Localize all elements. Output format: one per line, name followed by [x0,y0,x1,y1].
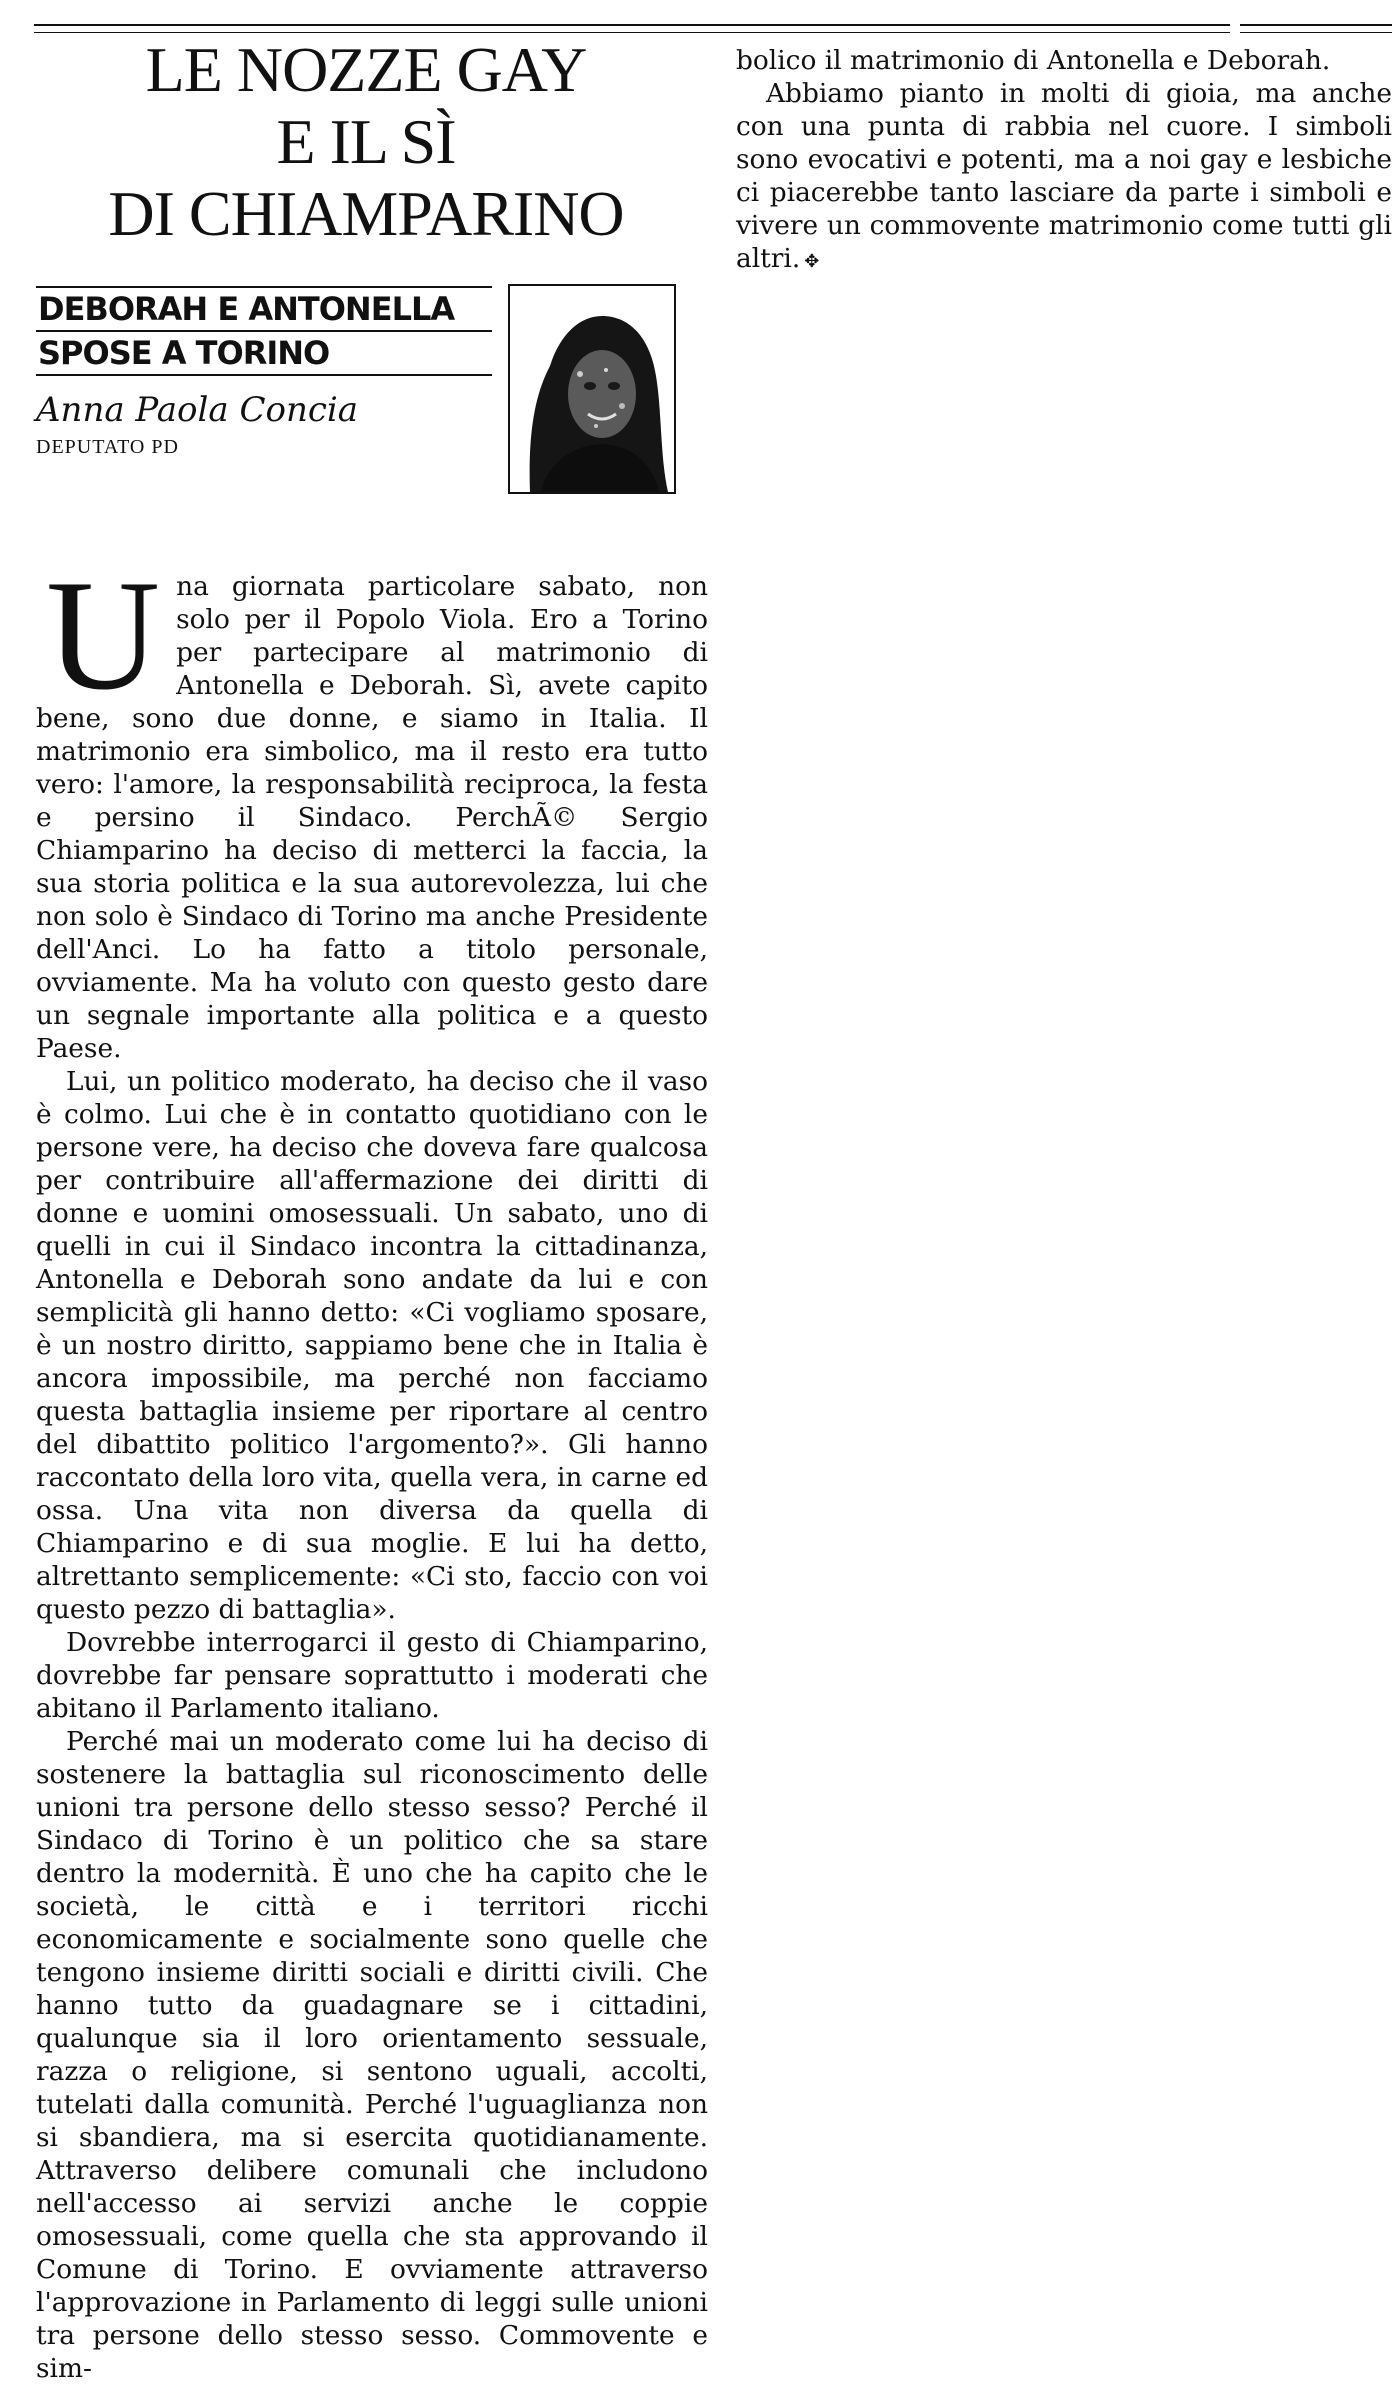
author-photo [508,284,676,494]
headline-line-3: DI CHIAMPARINO [108,178,624,249]
headline [36,34,696,250]
drop-cap: U [46,548,161,723]
kicker [36,286,492,376]
top-rule-right-thin [1240,32,1392,33]
continuation-line: bolico il matrimonio di Antonella e Deborah. [736,45,1331,76]
author-role: DEPUTATO PD [36,436,179,458]
top-rule-left-thin [34,32,1230,33]
headline-line-1: LE NOZZE GAY [145,34,587,105]
article-body [36,548,708,2385]
article-continuation [736,44,1392,278]
author-name: Anna Paola Concia [36,390,359,430]
headline-line-2: E IL SÌ [276,106,456,177]
paragraph-1 [36,548,708,1065]
closing-paragraph-text: Abbiamo pianto in molti di gioia, ma anche con una punta di rabbia nel cuore. I simboli sono evocativi e potenti, ma a noi gay e lesbiche ci piacerebbe tanto lasciare da parte i simboli e vivere un commovente matrimonio come tutti gli altri. [736,78,1392,274]
top-rule-right [1240,24,1392,26]
paragraph-3: Dovrebbe interrogarci il gesto di Chiamparino, dovrebbe far pensare soprattutto i moderati che abitano il Parlamento italiano. [36,1627,708,1724]
paragraph-2: Lui, un politico moderato, ha deciso che il vaso è colmo. Lui che è in contatto quotidiano con le persone vere, ha deciso che doveva fare qualcosa per contribuire all'affermazione dei diritti di donne e uomini omosessuali. Un sabato, uno di quelli in cui il Sindaco incontra la cittadinanza, Antonella e Deborah sono andate da lui e con semplicità gli hanno detto: «Ci vogliamo sposare, è un nostro diritto, sappiamo bene che in Italia è ancora impossibile, ma perché non facciamo questa battaglia insieme per riportare al centro del dibattito politico l'argomento?». Gli hanno raccontato della loro vita, quella vera, in carne ed ossa. Una vita non diversa da quella di Chiamparino e di sua moglie. E lui ha detto, altrettanto semplicemente: «Ci sto, faccio con voi questo pezzo di battaglia». [36,1066,708,1625]
author-portrait-image [510,286,674,492]
top-rule-left [34,24,1230,26]
kicker-line-2: SPOSE A TORINO [36,332,492,376]
paragraph-1-text: na giornata particolare sabato, non solo per il Popolo Viola. Ero a Torino per partecipare al matrimonio di Antonella e Deborah. Sì, avete capito bene, sono due donne, e siamo in Italia. Il matrimonio era simbolico, ma il resto era tutto vero: l'amore, la responsabilità reciproca, la festa e persino il Sindaco. PerchÃ© Sergio Chiamparino ha deciso di metterci la faccia, la sua storia politica e la sua autorevolezza, lui che non solo è Sindaco di Torino ma anche Presidente dell'Anci. Lo ha fatto a titolo personale, ovviamente. Ma ha voluto con questo gesto dare un segnale importante alla politica e a questo Paese. [36,571,708,1064]
paragraph-4: Perché mai un moderato come lui ha deciso di sostenere la battaglia sul riconoscimento delle unioni tra persone dello stesso sesso? Perché il Sindaco di Torino è un politico che sa stare dentro la modernità. È uno che ha capito che le società, le città e i territori ricchi economicamente e socialmente sono quelle che tengono insieme diritti sociali e diritti civili. Che hanno tutto da guadagnare se i cittadini, qualunque sia il loro orientamento sessuale, razza o religione, si sentono uguali, accolti, tutelati dalla comunità. Perché l'uguaglianza non si sbandiera, ma si esercita quotidianamente. Attraverso delibere comunali che includono nell'accesso ai servizi anche le coppie omosessuali, come quella che sta approvando il Comune di Torino. E ovviamente attraverso l'approvazione in Parlamento di leggi sulle unioni tra persone dello stesso sesso. Commovente e sim- [36,1726,708,2384]
kicker-line-1: DEBORAH E ANTONELLA [36,288,492,332]
closing-paragraph [736,77,1392,278]
end-mark-icon: ✥ [804,251,820,272]
